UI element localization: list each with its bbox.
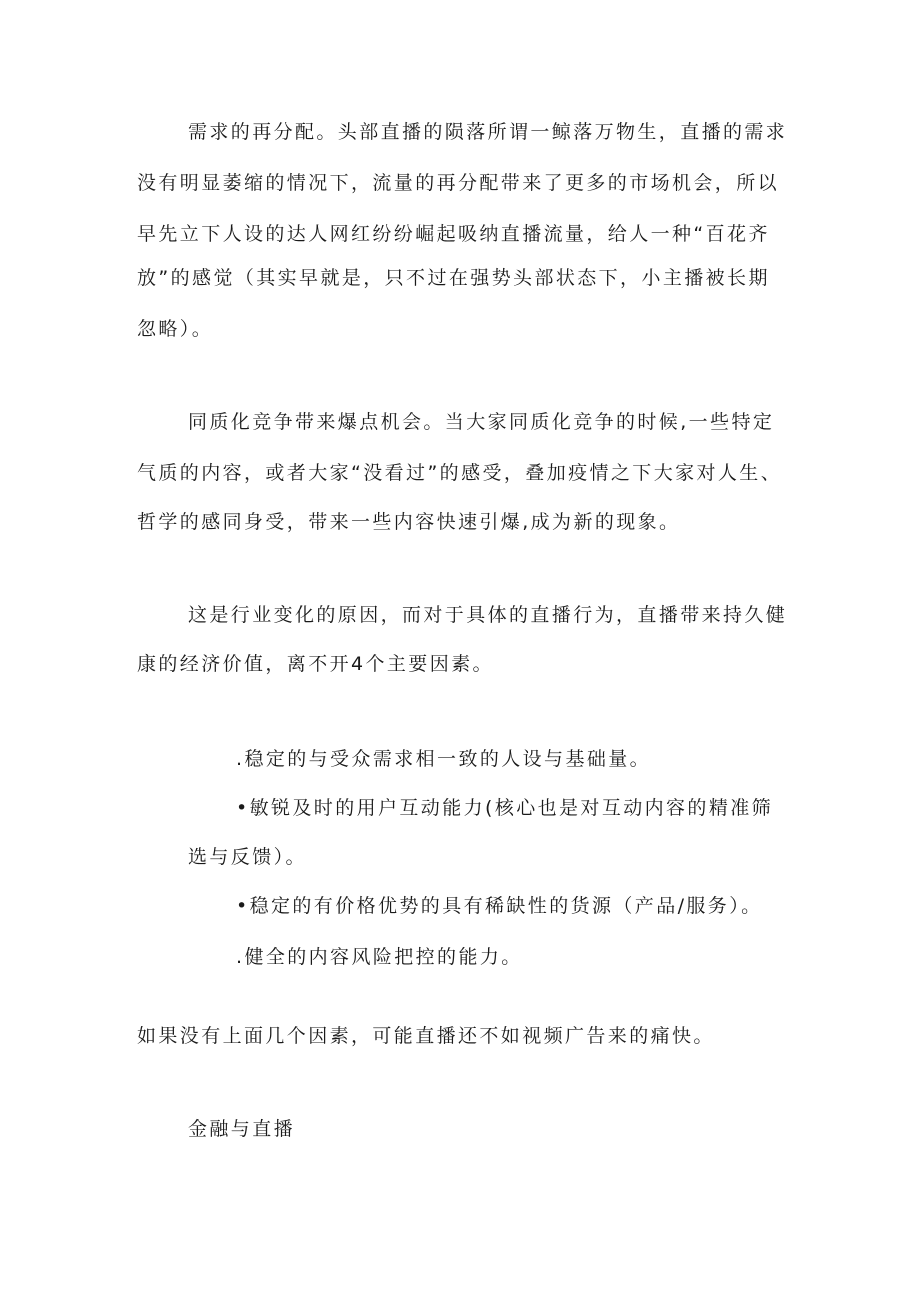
paragraph-3-line-2: 康的经济价值，离不开4个主要因素。	[137, 653, 494, 675]
paragraph-2-line-2: 气质的内容，或者大家“没看过”的感受，叠加疫情之下大家对人生、	[137, 462, 783, 484]
paragraph-1-line-1: 需求的再分配。头部直播的陨落所谓一鲸落万物生，直播的需求	[188, 121, 788, 143]
paragraph-4: 如果没有上面几个因素，可能直播还不如视频广告来的痛快。	[137, 1025, 715, 1047]
list-item-2-line-1: •敏锐及时的用户互动能力(核心也是对互动内容的精准筛	[236, 797, 774, 819]
list-item-1: .稳定的与受众需求相一致的人设与基础量。	[236, 748, 652, 770]
paragraph-1-line-5: 忽略）。	[137, 318, 214, 340]
paragraph-1-line-4: 放”的感觉（其实早就是，只不过在强势头部状态下，小主播被长期	[137, 267, 770, 289]
paragraph-2-line-1: 同质化竞争带来爆点机会。当大家同质化竞争的时候,一些特定	[188, 411, 775, 433]
list-item-3: •稳定的有价格优势的具有稀缺性的货源（产品/服务）。	[236, 895, 763, 917]
list-item-2-line-2: 选与反馈）。	[188, 846, 307, 868]
paragraph-1-line-2: 没有明显萎缩的情况下，流量的再分配带来了更多的市场机会，所以	[137, 172, 780, 194]
paragraph-3-line-1: 这是行业变化的原因，而对于具体的直播行为，直播带来持久健	[188, 604, 788, 626]
paragraph-2-line-3: 哲学的感同身受，带来一些内容快速引爆,成为新的现象。	[137, 511, 681, 533]
paragraph-1-line-3: 早先立下人设的达人网红纷纷崛起吸纳直播流量，给人一种“百花齐	[137, 223, 770, 245]
section-heading: 金融与直播	[188, 1118, 296, 1140]
list-item-4: .健全的内容风险把控的能力。	[236, 946, 523, 968]
